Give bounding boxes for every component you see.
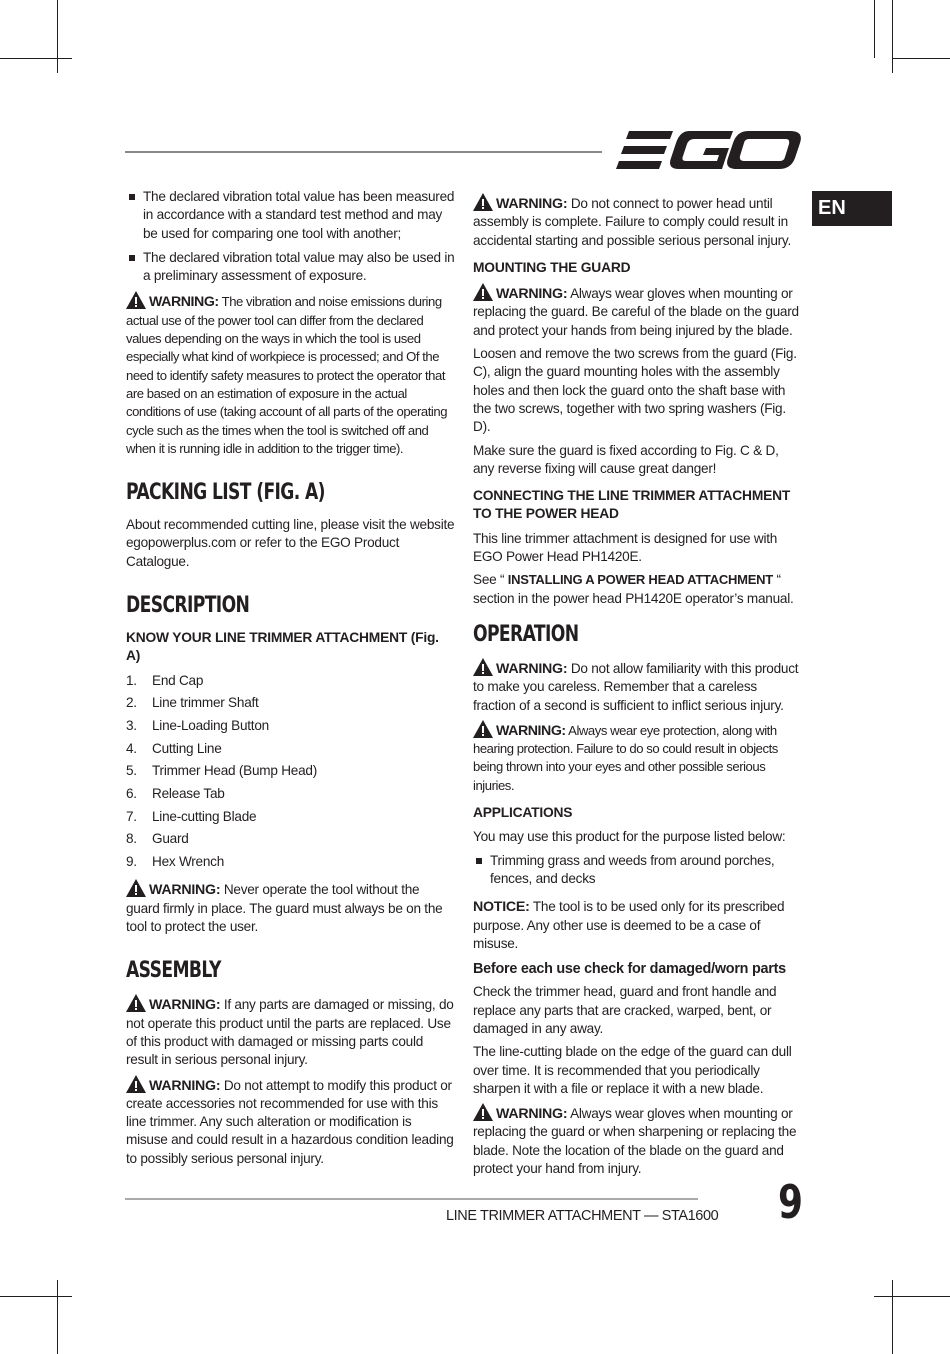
- warning-icon: [126, 994, 146, 1012]
- applications-text: You may use this product for the purpose listed below:: [473, 829, 786, 845]
- warning-connect: WARNING: Do not connect to power head until assembly is complete. Failure to comply could result in accidental starting and possible serious personal injury.: [473, 193, 803, 250]
- left-column: [126, 188, 456, 1173]
- list-item: 6. Release Tab: [126, 786, 225, 802]
- warning-guard: WARNING: Never operate the tool without the guard firmly in place. The guard must always be on the tool to protect the user.: [126, 879, 456, 936]
- warning-familiarity: WARNING: Do not allow familiarity with this product to make you careless. Remember that a careless fraction of a second is sufficient to inflict serious injury.: [473, 658, 803, 715]
- see-reference: See “ INSTALLING A POWER HEAD ATTACHMENT “ section in the power head PH1420E operator’s manual.: [473, 572, 794, 606]
- applications-title: APPLICATIONS: [473, 805, 573, 821]
- parts-list: [126, 672, 456, 872]
- list-item: 4. Cutting Line: [126, 740, 222, 756]
- warning-icon: [126, 879, 146, 897]
- warning-icon: [126, 291, 146, 309]
- right-column: [473, 193, 803, 1183]
- list-item: 2. Line trimmer Shaft: [126, 695, 259, 711]
- warning-modify: WARNING: Do not attempt to modify this product or create accessories not recommended for use with this line trimmer. Any such alteration or modification is misuse and could result in a hazardous condition leading to possibly serious personal injury.: [126, 1075, 456, 1168]
- warning-icon: [473, 283, 493, 301]
- before-use-text-2: The line-cutting blade on the edge of the guard can dull over time. It is recommended that you periodically sharpen it with a file or replace it with a new blade.: [473, 1044, 792, 1096]
- list-item: The declared vibration total value has been measured in accordance with a standard test method and may be used for comparing one tool with another;: [126, 188, 456, 243]
- description-title: DESCRIPTION: [126, 593, 250, 619]
- before-use-text-1: Check the trimmer head, guard and front handle and replace any parts that are cracked, warped, bent, or damaged in any away.: [473, 984, 777, 1036]
- list-item: 7. Line-cutting Blade: [126, 808, 257, 824]
- page-number: 9: [778, 1175, 803, 1229]
- connecting-title: CONNECTING THE LINE TRIMMER ATTACHMENT TO THE POWER HEAD: [473, 488, 791, 522]
- know-your-title: KNOW YOUR LINE TRIMMER ATTACHMENT (Fig. A): [126, 630, 439, 664]
- list-item: Trimming grass and weeds from around porches, fences, and decks: [473, 852, 803, 889]
- operation-title: OPERATION: [473, 621, 579, 647]
- header-rule: [125, 151, 602, 153]
- warning-gloves: WARNING: Always wear gloves when mounting or replacing the guard. Be careful of the blade on the guard and protect your hands from being injured by the blade.: [473, 283, 803, 340]
- mounting-text-1: Loosen and remove the two screws from the guard (Fig. C), align the guard mounting holes with the assembly holes and then lock the guard onto the shaft base with the two screws, together with two spring washers (Fig. D).: [473, 346, 797, 435]
- warning-icon: [473, 1103, 493, 1121]
- warning-icon: [473, 720, 493, 738]
- list-item: 8. Guard: [126, 831, 189, 847]
- warning-damaged-parts: WARNING: If any parts are damaged or missing, do not operate this product until the parts are replaced. Use of this product with damaged or missing parts could result in serious personal injury.: [126, 994, 456, 1069]
- notice: NOTICE: The tool is to be used only for its prescribed purpose. Any other use is deemed to be a case of misuse.: [473, 899, 785, 951]
- list-item: 3. Line-Loading Button: [126, 718, 269, 734]
- warning-vibration: WARNING: The vibration and noise emissions during actual use of the power tool can differ from the declared values depending on the ways in which the tool is used especially what kind of workpiece is processed; and Of the need to identify safety measures to protect the operator that are based on an estimation of exposure in the actual conditions of use (taking account of all parts of the operating cycle such as the times when the tool is switched off and when it is running idle in addition to the trigger time).: [126, 291, 456, 458]
- ego-logo: [615, 128, 801, 172]
- packing-list-title: PACKING LIST (FIG. A): [126, 480, 325, 506]
- mounting-guard-title: MOUNTING THE GUARD: [473, 259, 631, 275]
- list-item: 1. End Cap: [126, 672, 204, 688]
- before-use-title: Before each use check for damaged/worn parts: [473, 961, 786, 978]
- connecting-text: This line trimmer attachment is designed for use with EGO Power Head PH1420E.: [473, 530, 778, 565]
- warning-icon: [473, 658, 493, 676]
- list-item: The declared vibration total value may also be used in a preliminary assessment of exposure.: [126, 249, 456, 286]
- warning-icon: [473, 193, 493, 211]
- footer-title: LINE TRIMMER ATTACHMENT — STA1600: [446, 1208, 719, 1224]
- packing-list-text: About recommended cutting line, please visit the website egopowerplus.com or refer to the EGO Product Catalogue.: [126, 517, 455, 569]
- warning-sharpening: WARNING: Always wear gloves when mounting or replacing the guard or when sharpening or replacing the blade. Note the location of the blade on the guard and protect your hand from injury.: [473, 1103, 803, 1178]
- mounting-text-2: Make sure the guard is fixed according to Fig. C & D, any reverse fixing will cause great danger!: [473, 442, 779, 476]
- language-tab: EN: [812, 191, 892, 226]
- list-item: 5. Trimmer Head (Bump Head): [126, 763, 317, 779]
- warning-eye-protection: WARNING: Always wear eye protection, along with hearing protection. Failure to do so could result in objects being thrown into your eyes and other possible serious injuries.: [473, 720, 803, 795]
- list-item: 9. Hex Wrench: [126, 854, 225, 870]
- footer-rule: [125, 1198, 698, 1200]
- assembly-title: ASSEMBLY: [126, 958, 221, 984]
- warning-icon: [126, 1075, 146, 1093]
